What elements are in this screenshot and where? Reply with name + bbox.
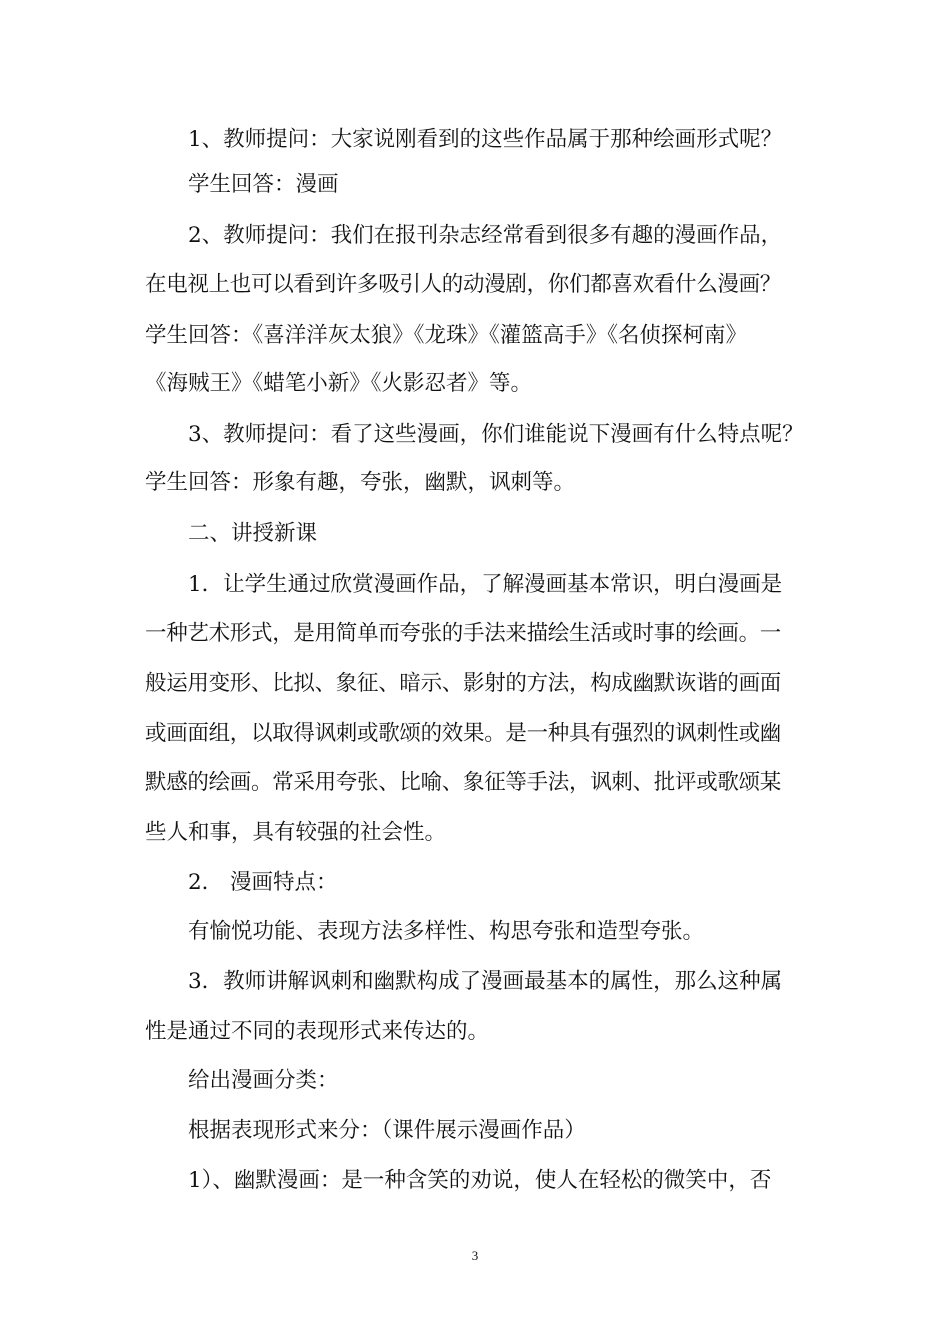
text-line: 根据表现形式来分：（课件展示漫画作品） xyxy=(188,1118,586,1143)
page-number: 3 xyxy=(471,1248,479,1263)
text-line: 些人和事，具有较强的社会性。 xyxy=(145,820,447,845)
section-heading: 二、讲授新课 xyxy=(188,521,318,546)
text-line: 默感的绘画。常采用夸张、比喻、象征等手法，讽刺、批评或歌颂某 xyxy=(145,770,782,795)
text-line: 学生回答：漫画 xyxy=(188,172,339,197)
text-line: 《海贼王》《蜡笔小新》《火影忍者》等。 xyxy=(145,371,533,396)
text-line: 或画面组，以取得讽刺或歌颂的效果。是一种具有强烈的讽刺性或幽 xyxy=(145,721,782,746)
text-line: 般运用变形、比拟、象征、暗示、影射的方法，构成幽默诙谐的画面 xyxy=(145,671,782,696)
text-line: 学生回答：形象有趣，夸张，幽默，讽刺等。 xyxy=(145,470,576,495)
text-line: 2、教师提问：我们在报刊杂志经常看到很多有趣的漫画作品， xyxy=(188,223,783,248)
text-line: 性是通过不同的表现形式来传达的。 xyxy=(145,1019,490,1044)
text-line: 3、教师提问：看了这些漫画，你们谁能说下漫画有什么特点呢？ xyxy=(188,422,804,447)
text-line: 1、教师提问：大家说刚看到的这些作品属于那种绘画形式呢？ xyxy=(188,127,783,152)
text-line: 2． 漫画特点： xyxy=(188,870,338,895)
text-line: 在电视上也可以看到许多吸引人的动漫剧，你们都喜欢看什么漫画？ xyxy=(145,272,782,297)
text-line: 给出漫画分类： xyxy=(188,1068,339,1093)
text-line: 1．让学生通过欣赏漫画作品，了解漫画基本常识，明白漫画是 xyxy=(188,572,783,597)
text-line: 1）、幽默漫画：是一种含笑的劝说，使人在轻松的微笑中，否 xyxy=(188,1168,772,1193)
text-line: 3．教师讲解讽刺和幽默构成了漫画最基本的属性，那么这种属 xyxy=(188,969,783,994)
text-line: 有愉悦功能、表现方法多样性、构思夸张和造型夸张。 xyxy=(188,919,705,944)
text-line: 一种艺术形式，是用简单而夸张的手法来描绘生活或时事的绘画。一 xyxy=(145,621,782,646)
text-line: 学生回答：《喜洋洋灰太狼》《龙珠》《灌篮高手》《名侦探柯南》 xyxy=(145,323,748,348)
